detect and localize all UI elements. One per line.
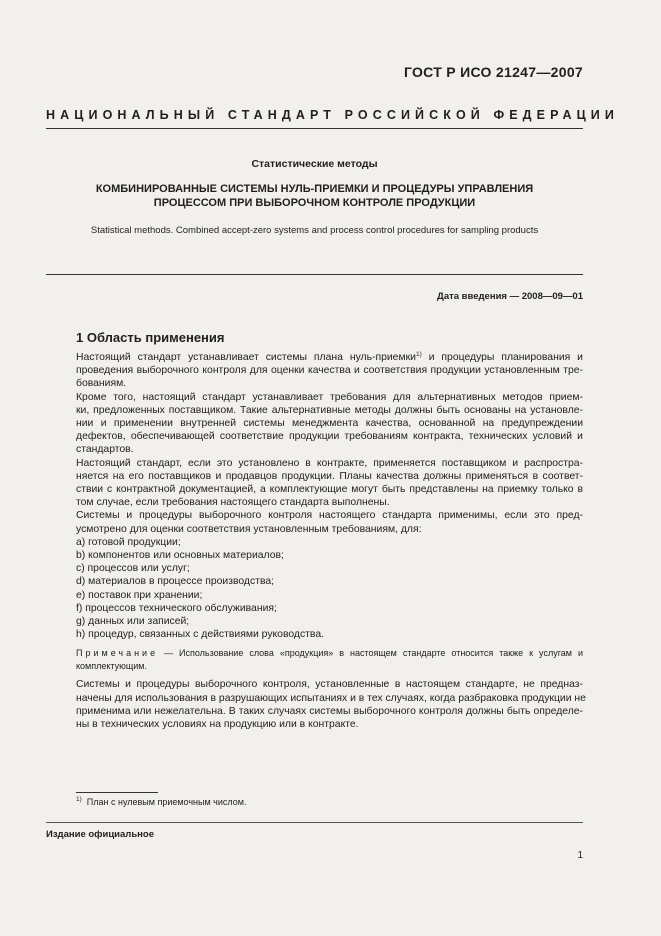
section-heading: 1 Область применения xyxy=(76,330,225,345)
header-divider xyxy=(46,128,583,129)
text-line: проведения выборочного контроля для оценки качества и соответствия продукции установленным тре- xyxy=(76,365,583,377)
paragraph xyxy=(76,351,583,391)
text-line: няется на его поставщиков и продавцов продукции. Планы качества должны применяться в соответ- xyxy=(76,470,583,482)
list-item: f) процессов технического обслуживания; xyxy=(76,602,277,614)
paragraph xyxy=(76,391,583,457)
text-line: бованиям. xyxy=(76,378,127,390)
list-item: e) поставок при хранении; xyxy=(76,589,203,601)
paragraph xyxy=(76,678,586,731)
document-title xyxy=(46,182,583,210)
paragraph xyxy=(76,457,583,510)
text-line: усмотрено для оценки соответствия установленным требованиям, для: xyxy=(76,523,422,535)
note-label: Примечание xyxy=(76,648,159,659)
list-item: a) готовой продукции; xyxy=(76,536,181,548)
scope-list xyxy=(76,536,583,642)
edition-label: Издание официальное xyxy=(46,829,154,840)
effective-date: Дата введения — 2008—09—01 xyxy=(437,291,583,302)
english-title: Statistical methods. Combined accept-zero systems and process control procedures for sampling products xyxy=(90,225,539,236)
text-line: том случае, если требования настоящего стандарта выполнены. xyxy=(76,497,390,509)
title-divider xyxy=(46,274,583,275)
text-line: ствии с контрактной документацией, а комплектующие могут быть представлены на приемку только в xyxy=(76,484,583,496)
footnote xyxy=(76,797,246,807)
note xyxy=(76,647,583,673)
title-line: КОМБИНИРОВАННЫЕ СИСТЕМЫ НУЛЬ-ПРИЕМКИ И ПРОЦЕДУРЫ УПРАВЛЕНИЯ xyxy=(95,183,534,195)
text-line: применима или нежелательна. В таких случаях системы выборочного контроля должны быть определе- xyxy=(76,705,583,717)
title-line: ПРОЦЕССОМ ПРИ ВЫБОРОЧНОМ КОНТРОЛЕ ПРОДУКЦИИ xyxy=(153,197,476,209)
footnote-divider xyxy=(76,792,158,793)
footer-divider xyxy=(46,822,583,823)
footnote-ref: 1) xyxy=(415,351,422,358)
text-line: ки, предложенных поставщиком. Такие альтернативные методы должны быть основаны на установле- xyxy=(76,404,583,416)
text-line: Настоящий стандарт устанавливает системы плана нуль-приемки$^{1)}$ и процедуры планирования и xyxy=(76,351,583,363)
section-body xyxy=(76,351,586,731)
text-line: дефектов, обеспечивающей соответствие продукции требованиям контракта, технических условий и xyxy=(76,431,583,443)
page-number: 1 xyxy=(577,850,583,861)
list-item: c) процессов или услуг; xyxy=(76,563,190,575)
document-subtitle: Статистические методы xyxy=(251,158,378,170)
list-item: d) материалов в процессе производства; xyxy=(76,576,275,588)
text-line: Настоящий стандарт, если это установлено в контракте, применяется поставщиком и распростра- xyxy=(76,457,583,469)
list-item: g) данных или записей; xyxy=(76,616,190,628)
paragraph xyxy=(76,509,583,535)
text-line: Системы и процедуры выборочного контроля, установленные в настоящем стандарте, не предназ- xyxy=(76,679,583,691)
text-line: начены для использования в разрушающих испытаниях и в тех случаях, когда разбраковка продукции не xyxy=(76,692,586,704)
list-item: h) процедур, связанных с действиями руководства. xyxy=(76,629,324,641)
text-line: ны в технических условиях на продукцию или в контракте. xyxy=(76,719,359,731)
text-line: Системы и процедуры выборочного контроля настоящего стандарта применимы, если это пред- xyxy=(76,510,583,522)
text-line: комплектующим. xyxy=(76,661,147,672)
text-line: стандартов. xyxy=(76,444,134,456)
text-line: нии и применении внутренней системы менеджмента качества, основанной на предупреждении xyxy=(76,418,583,430)
footnote-marker: 1) xyxy=(76,796,82,803)
text-line: Кроме того, настоящий стандарт устанавливает требования для альтернативных методов прием- xyxy=(76,391,583,403)
national-standard-heading: НАЦИОНАЛЬНЫЙ СТАНДАРТ РОССИЙСКОЙ ФЕДЕРАЦИИ xyxy=(46,108,619,122)
list-item: b) компонентов или основных материалов; xyxy=(76,550,284,562)
document-code: ГОСТ Р ИСО 21247—2007 xyxy=(403,64,583,80)
text-line: Примечание — Использование слова «продукция» в настоящем стандарте относится также к услугам и xyxy=(76,648,583,659)
footnote-text: План с нулевым приемочным числом. xyxy=(86,797,247,807)
